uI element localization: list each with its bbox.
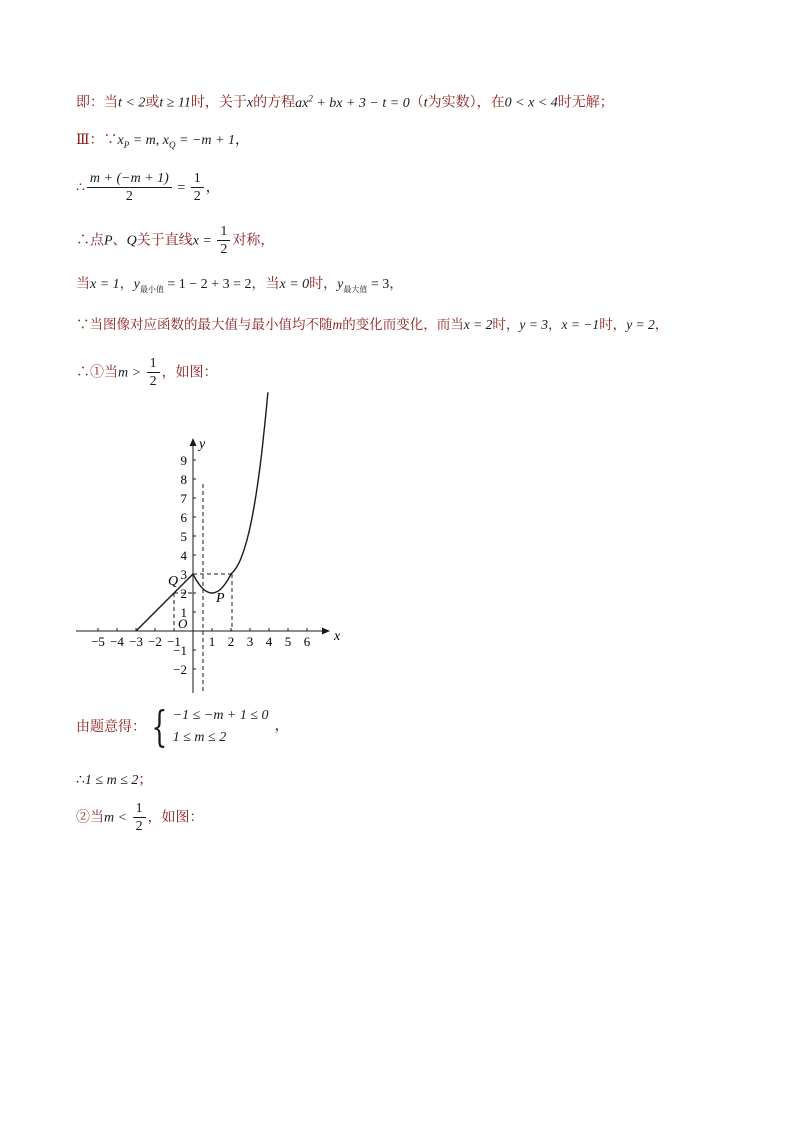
x-tick-label: 5 [284,634,292,649]
function-curve [136,392,268,631]
curve-segment [193,392,268,593]
text-line-5: 当x = 1，$y_{最小值} = 1 - 2 + 3 = 2$，当x = 0时，$y_{最大值} = 3$， [76,276,404,294]
x-tick-labels [91,634,311,649]
y-tick-label: 3 [180,567,187,582]
y-tick-label: −2 [173,662,187,677]
text-line-7: ∴①当m > $\frac{1}{2}$ ，如图： [76,356,218,389]
y-tick-label: 1 [180,605,187,620]
text-line-1: 即：当t < 2或t ≥ 11时，关于x的方程$ax^2$ + bx + 3 − t = 0（t为实数），在0 < x < 4时无解； [76,93,614,111]
fraction-half-axis: $\frac{1}{2}$ [217,223,230,258]
y-tick-label: 6 [180,510,187,525]
point-q-label: Q [168,574,179,589]
y-tick-label: 8 [180,472,187,487]
text-line-9: ∴1 ≤ m ≤ 2； [76,772,153,788]
system-of-inequalities: { −1 ≤ −m + 1 ≤ 0 1 ≤ m ≤ 2 [151,702,269,751]
x-tick-label: −3 [129,634,143,649]
x-tick-label: 3 [246,634,254,649]
x-tick-label: −5 [91,634,105,649]
text-line-4: ∴点P、Q关于直线x = $\frac{1}{2}$ 对称， [76,224,275,257]
x-tick-label: 4 [265,634,273,649]
text-line-3: ∴ $\frac{m + (-m + 1)}{2}$ = $\frac{1}{2}$ ， [76,171,220,204]
text-line-6: ∵当图像对应函数的最大值与最小值均不随m的变化而变化，而当x = 2时，y = 3，x = −1时，y = 2， [76,317,669,333]
y-tick-label: −1 [173,643,187,658]
fraction-half: $\frac{1}{2}$ [191,170,204,205]
y-tick-labels [173,453,187,677]
function-graph [70,388,350,698]
y-axis-label: y [199,437,206,452]
y-tick-label: 4 [180,548,187,563]
x-tick-label: −4 [110,634,124,649]
text-line-2: Ⅲ：$\because x_P = m$, $x_Q = -m + 1$， [76,132,249,150]
text-line-8: 由题意得： { −1 ≤ −m + 1 ≤ 0 1 ≤ m ≤ 2 ， [76,702,289,751]
origin-label: O [178,616,188,631]
fraction-half-m2: $\frac{1}{2}$ [133,800,146,835]
point-p-label: P [216,591,225,606]
y-tick-label: 9 [180,453,187,468]
x-axis-arrow [322,628,330,635]
x-tick-label: −1 [167,634,181,649]
fraction-half-m: $\frac{1}{2}$ [147,355,160,390]
y-tick-label: 2 [180,586,187,601]
x-tick-label: 2 [227,634,235,649]
x-tick-label: 1 [208,634,216,649]
y-tick-label: 7 [180,491,187,506]
text-line-10: ②当m < $\frac{1}{2}$ ，如图： [76,801,204,834]
y-tick-label: 5 [180,529,187,544]
y-axis-arrow [190,438,197,446]
x-tick-label: −2 [148,634,162,649]
fraction-m-sum: $\frac{m + (-m + 1)}{2}$ [87,170,172,205]
x-tick-label: 6 [303,634,311,649]
x-axis-label: x [334,629,341,644]
